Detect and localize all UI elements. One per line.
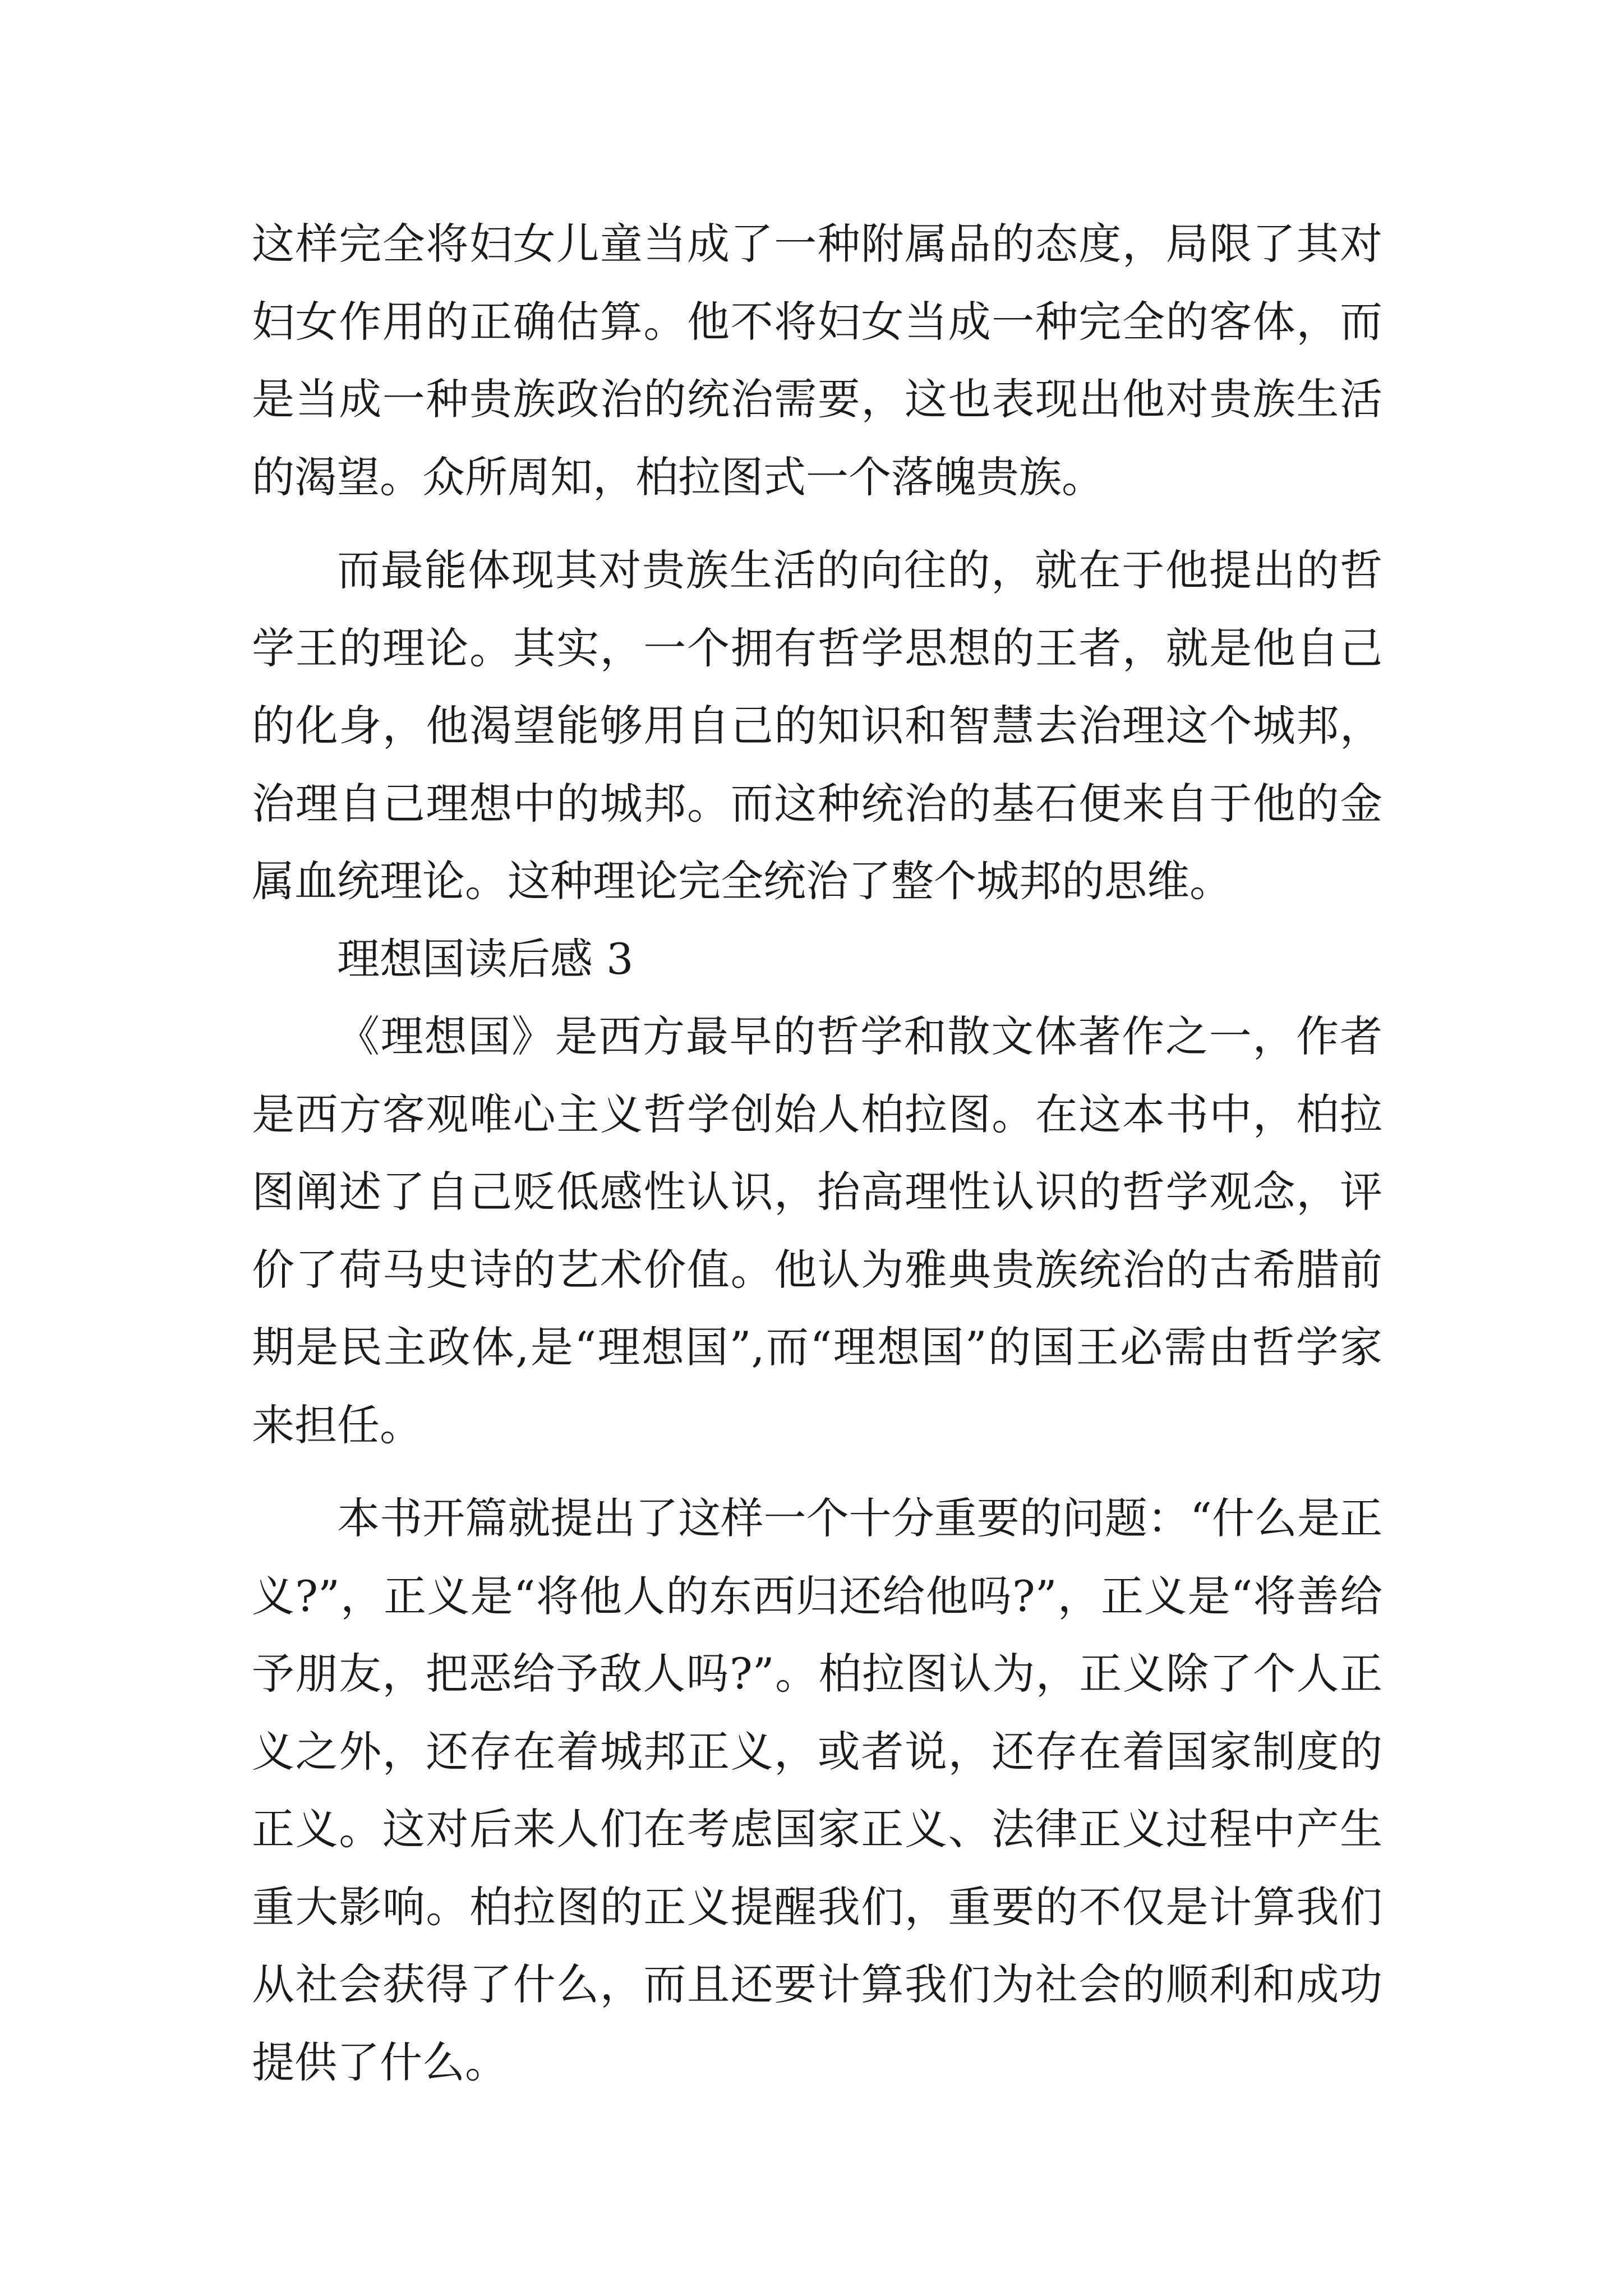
section-heading: 理想国读后感 3 [337, 933, 634, 984]
paragraph: 《理想国》是西方最早的哲学和散文体著作之一，作者是西方客观唯心主义哲学创始人柏拉图。在这本书中，柏拉图阐述了自己贬低感性认识，抬高理性认识的哲学观念，评价了荷马史诗的艺术价值。他认为雅典贵族统治的古希腊前期是民主政体,是“理想国”,而“理想国”的国王必需由哲学家来担任。 [252, 1011, 1382, 1450]
paragraph: 本书开篇就提出了这样一个十分重要的问题：“什么是正义?”，正义是“将他人的东西归还给他吗?”，正义是“将善给予朋友，把恶给予敌人吗?”。柏拉图认为，正义除了个人正义之外，还存在着城邦正义，或者说，还存在着国家制度的正义。这对后来人们在考虑国家正义、法律正义过程中产生重大影响。柏拉图的正义提醒我们，重要的不仅是计算我们从社会获得了什么，而且还要计算我们为社会的顺利和成功提供了什么。 [252, 1493, 1382, 2087]
document-body [252, 205, 1382, 2101]
paragraph: 而最能体现其对贵族生活的向往的，就在于他提出的哲学王的理论。其实，一个拥有哲学思想的王者，就是他自己的化身，他渴望能够用自己的知识和智慧去治理这个城邦，治理自己理想中的城邦。而这种统治的基石便来自于他的金属血统理论。这种理论完全统治了整个城邦的思维。 [252, 545, 1382, 906]
paragraph: 这样完全将妇女儿童当成了一种附属品的态度，局限了其对妇女作用的正确估算。他不将妇女当成一种完全的客体，而是当成一种贵族政治的统治需要，这也表现出他对贵族生活的渴望。众所周知，柏拉图式一个落魄贵族。 [252, 219, 1382, 502]
